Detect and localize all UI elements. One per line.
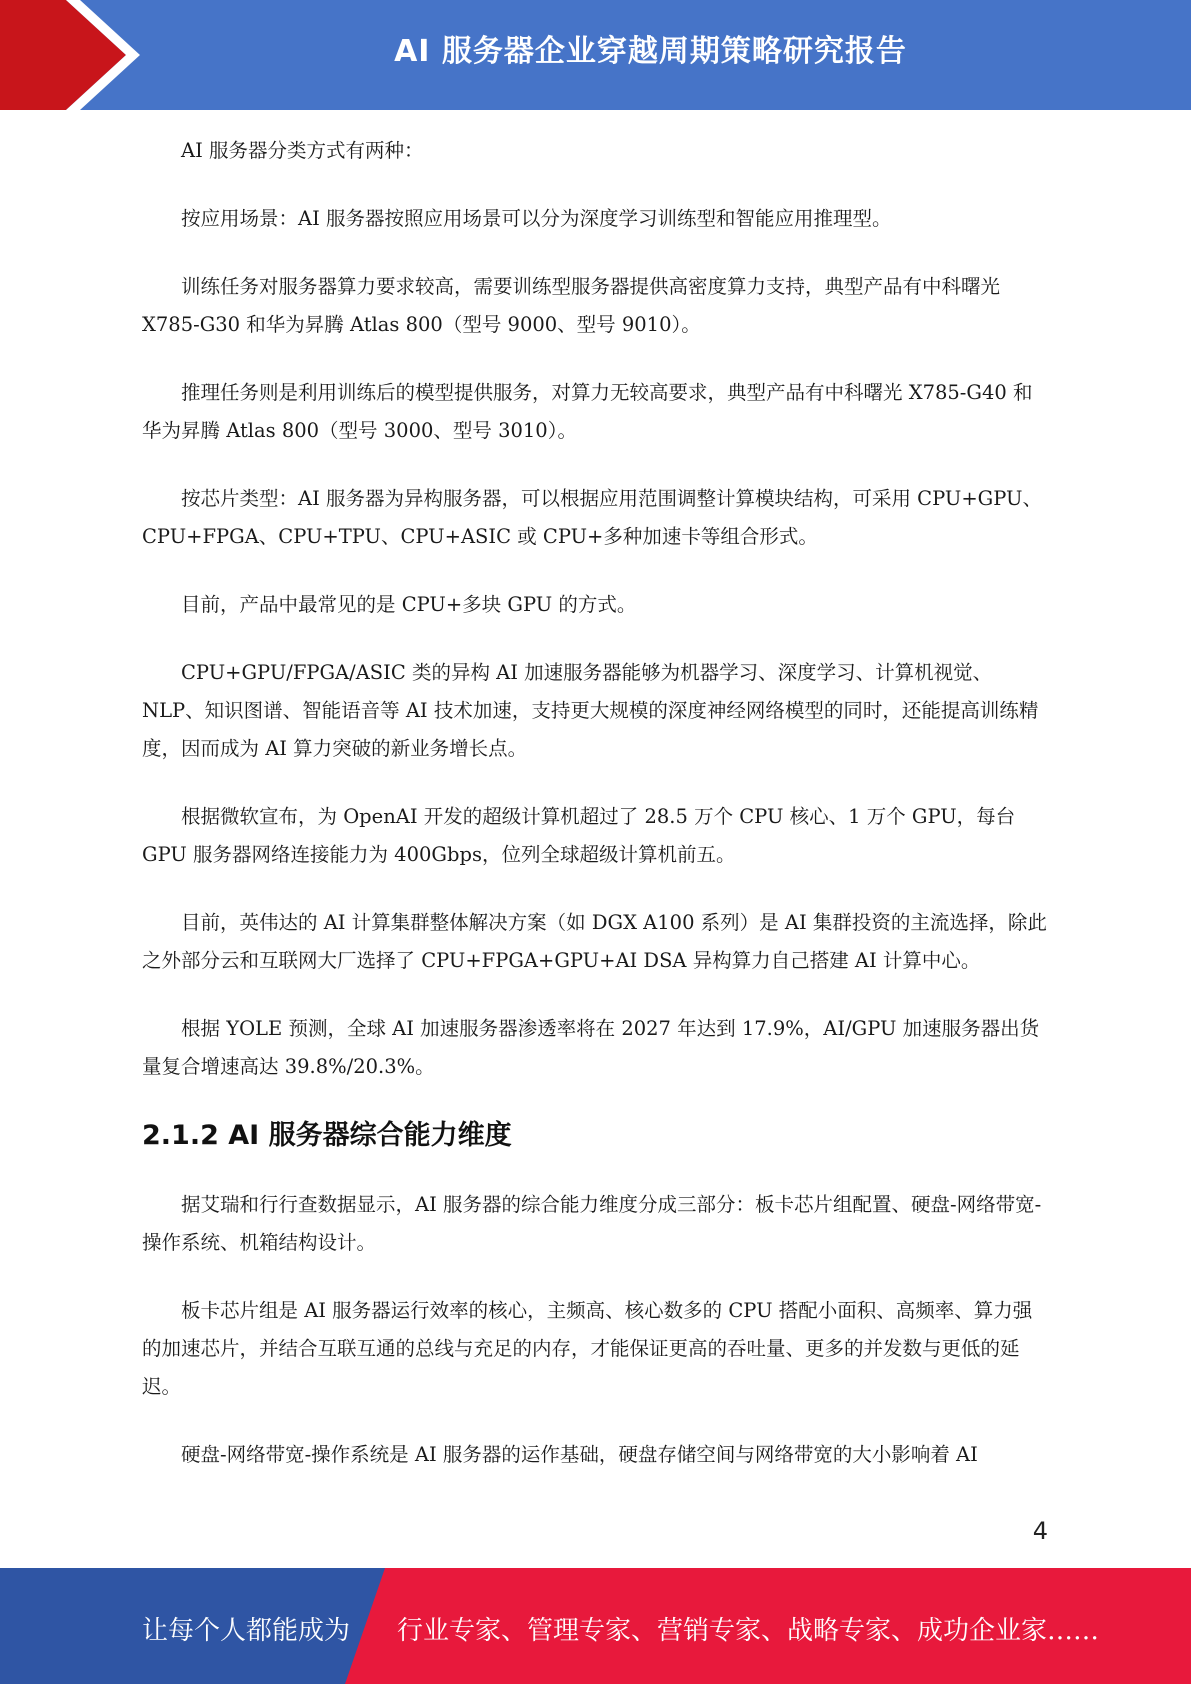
paragraph: 据艾瑞和行行查数据显示，AI 服务器的综合能力维度分成三部分：板卡芯片组配置、硬盘-网络带宽-操作系统、机箱结构设计。 (142, 1193, 1042, 1254)
paragraph: AI 服务器分类方式有两种： (181, 139, 424, 162)
paragraph: 目前，产品中最常见的是 CPU+多块 GPU 的方式。 (181, 593, 637, 616)
document-body (142, 132, 1048, 1504)
paragraph: 按应用场景：AI 服务器按照应用场景可以分为深度学习训练型和智能应用推理型。 (181, 207, 892, 230)
header-banner (0, 0, 1191, 110)
paragraph: 硬盘-网络带宽-操作系统是 AI 服务器的运作基础，硬盘存储空间与网络带宽的大小影响着 AI (181, 1443, 978, 1466)
footer-banner (0, 1568, 1191, 1684)
paragraph: 目前，英伟达的 AI 计算集群整体解决方案（如 DGX A100 系列）是 AI 集群投资的主流选择，除此之外部分云和互联网大厂选择了 CPU+FPGA+GPU+AI DSA 异构算力自己搭建 AI 计算中心。 (142, 911, 1047, 972)
page-number: 4 (1032, 1517, 1048, 1545)
header-red-chevron (0, 0, 126, 110)
paragraph: CPU+GPU/FPGA/ASIC 类的异构 AI 加速服务器能够为机器学习、深度学习、计算机视觉、NLP、知识图谱、智能语音等 AI 技术加速，支持更大规模的深度神经网络模型的同时，还能提高训练精度，因而成为 AI 算力突破的新业务增长点。 (142, 661, 1039, 760)
header-chevron-graphic (0, 0, 170, 110)
paragraph: 训练任务对服务器算力要求较高，需要训练型服务器提供高密度算力支持，典型产品有中科曙光 X785-G30 和华为昇腾 Atlas 800（型号 9000、型号 9010）。 (142, 275, 1001, 336)
paragraph: 按芯片类型：AI 服务器为异构服务器，可以根据应用范围调整计算模块结构，可采用 CPU+GPU、CPU+FPGA、CPU+TPU、CPU+ASIC 或 CPU+多种加速卡等组合形式。 (142, 487, 1042, 548)
report-title: AI 服务器企业穿越周期策略研究报告 (394, 34, 907, 69)
paragraph: 推理任务则是利用训练后的模型提供服务，对算力无较高要求，典型产品有中科曙光 X785-G40 和华为昇腾 Atlas 800（型号 3000、型号 3010）。 (142, 381, 1033, 442)
paragraph: 根据微软宣布，为 OpenAI 开发的超级计算机超过了 28.5 万个 CPU 核心、1 万个 GPU，每台 GPU 服务器网络连接能力为 400Gbps，位列全球超级计算机前五。 (142, 805, 1016, 866)
paragraph: 板卡芯片组是 AI 服务器运行效率的核心，主频高、核心数多的 CPU 搭配小面积、高频率、算力强的加速芯片，并结合互联互通的总线与充足的内存，才能保证更高的吞吐量、更多的并发数与更低的延迟。 (142, 1299, 1033, 1398)
paragraph: 根据 YOLE 预测，全球 AI 加速服务器渗透率将在 2027 年达到 17.9%，AI/GPU 加速服务器出货量复合增速高达 39.8%/20.3%。 (142, 1017, 1040, 1078)
footer-slogan-right: 行业专家、管理专家、营销专家、战略专家、成功企业家…… (397, 1616, 1100, 1646)
section-heading: 2.1.2 AI 服务器综合能力维度 (142, 1120, 512, 1151)
footer-slogan-left: 让每个人都能成为 (142, 1616, 351, 1646)
